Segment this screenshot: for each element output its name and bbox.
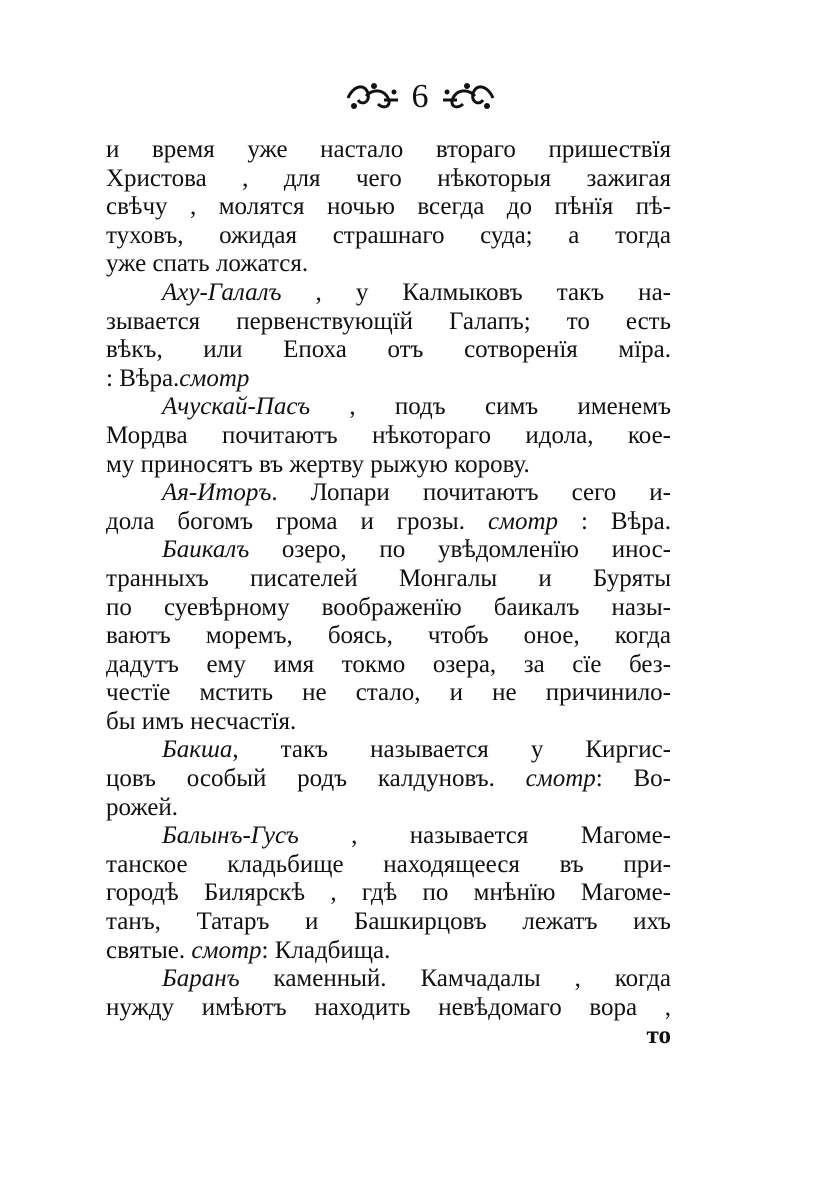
body-text: [106, 136, 671, 1051]
entry-first-line: [106, 965, 671, 994]
line-text: свѣчу , молятся ночью всегда до пѣнїя пѣ-: [106, 193, 671, 221]
text-line: [106, 365, 671, 394]
line-text: , у Калмыковъ такъ на-: [281, 278, 671, 306]
text-line: [106, 794, 671, 823]
line-text: транныхъ писателей Монгалы и Буряты: [106, 564, 671, 592]
line-text-tail: : Кладбища.: [261, 936, 391, 964]
line-text: танское кладьбище находящееся въ при-: [106, 850, 671, 878]
line-text: туховъ, ожидая страшнаго суда; а тогда: [106, 221, 671, 249]
entry-headword: Баикалъ: [162, 536, 250, 564]
entry-first-line: [106, 279, 671, 308]
line-text: дола богомъ грома и грозы.: [106, 507, 488, 535]
line-text: . Лопари почитаютъ сего и-: [271, 479, 671, 507]
text-line: [106, 165, 671, 194]
entry-headword: Аху-Галалъ: [162, 278, 282, 306]
line-text: зывается первенствующїй Галапъ; то есть: [106, 307, 671, 335]
entry-headword: Ачускай-Пасъ: [162, 393, 311, 421]
line-text: по суевѣрному воображенїю баикалъ назы-: [106, 593, 671, 621]
entry-first-line: [106, 536, 671, 565]
line-text: святые.: [106, 936, 192, 964]
page-number: 6: [411, 78, 429, 115]
entry-first-line: [106, 393, 671, 422]
text-line: [106, 622, 671, 651]
text-line: [106, 508, 671, 537]
running-header: [0, 80, 840, 114]
text-line: [106, 651, 671, 680]
text-line: [106, 193, 671, 222]
line-text: нужду имѣютъ находить невѣдомаго вора ,: [106, 993, 671, 1021]
line-text: танъ, Татаръ и Башкирцовъ лежатъ ихъ: [106, 908, 671, 936]
line-text: : Вѣра.: [106, 364, 180, 392]
catchword: то: [646, 1022, 671, 1050]
entry-headword: Ая-Иторъ: [162, 479, 272, 507]
text-line: [106, 879, 671, 908]
line-text-tail: : Вѣра.: [558, 507, 671, 535]
cross-reference-word: смотр: [191, 936, 262, 964]
line-text: ваютъ моремъ, боясь, чтобъ оное, когда: [106, 622, 671, 650]
line-text: дадутъ ему имя токмо озера, за сїе без-: [106, 650, 671, 678]
line-text: озеро, по увѣдомленїю инос-: [249, 536, 671, 564]
text-line: [106, 765, 671, 794]
line-text: и время уже настало втораго пришествїя: [106, 136, 671, 163]
entry-first-line: [106, 736, 671, 765]
line-text: бы имъ несчастїя.: [106, 707, 297, 735]
line-text: уже спать ложатся.: [106, 250, 309, 278]
line-text: , такъ называется у Киргис-: [232, 736, 671, 764]
text-line: [106, 994, 671, 1023]
entry-first-line: [106, 479, 671, 508]
text-line: [106, 708, 671, 737]
catchword-line: [106, 1022, 671, 1051]
line-text: городѣ Билярскѣ , гдѣ по мнѣнїю Магоме-: [106, 879, 671, 907]
text-line: [106, 594, 671, 623]
text-line: [106, 908, 671, 937]
text-line: [106, 222, 671, 251]
line-text: честїе мстить не стало, и не причинило-: [106, 679, 671, 707]
text-line: [106, 937, 671, 966]
cross-reference-word: смотр: [179, 364, 250, 392]
cross-reference-word: смотр: [525, 765, 596, 793]
text-line: [106, 250, 671, 279]
line-text: Мордва почитаютъ нѣкотораго идола, кое-: [106, 421, 671, 449]
text-line: [106, 422, 671, 451]
line-text: цовъ особый родъ калдуновъ.: [106, 765, 526, 793]
text-line: [106, 308, 671, 337]
line-text: му приносятъ въ жертву рыжую корову.: [106, 450, 530, 478]
line-text: каменный. Камчадалы , когда: [239, 965, 671, 993]
line-text: , подъ симъ именемъ: [310, 393, 671, 421]
line-text: вѣкъ, или Епоха отъ сотворенїя мїра.: [106, 336, 671, 364]
line-text: рожей.: [106, 793, 179, 821]
fleuron-right-icon: [439, 80, 497, 114]
text-line: [106, 851, 671, 880]
entry-first-line: [106, 822, 671, 851]
line-text: Христова , для чего нѣкоторыя зажигая: [106, 164, 671, 192]
entry-headword: Балынъ-Гусъ: [162, 822, 299, 850]
line-text: , называется Магоме-: [298, 822, 671, 850]
cross-reference-word: смотр: [487, 507, 559, 535]
entry-headword: Баранъ: [162, 965, 240, 993]
line-text-tail: : Во-: [595, 765, 671, 793]
fleuron-left-icon: [344, 80, 402, 114]
text-line: [106, 679, 671, 708]
text-line: [106, 136, 671, 165]
text-line: [106, 336, 671, 365]
text-line: [106, 451, 671, 480]
entry-headword: Бакша: [162, 736, 233, 764]
text-line: [106, 565, 671, 594]
